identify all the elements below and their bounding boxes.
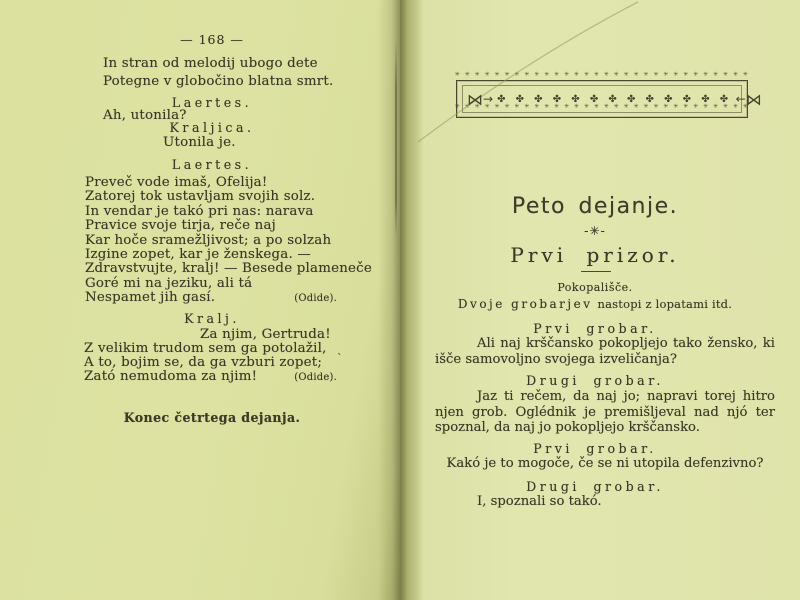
act-end-note: Konec četrtega dejanja.	[123, 410, 301, 425]
speaker-laertes: Laertes.	[171, 157, 253, 172]
speaker-kralj: Kralj.	[184, 311, 240, 326]
speaker-drugi-grobar: Drugi grobar.	[526, 479, 664, 494]
dialogue-line: Ah, utonila?	[103, 108, 187, 123]
stage-direction-line	[425, 297, 765, 311]
bowtie-motif-left: ⋈	[467, 89, 483, 109]
dialogue-paragraph: I, spoznali so takó.	[477, 494, 602, 509]
page-curl-line	[400, 0, 660, 150]
verse-line: Za njim, Gertruda!	[200, 327, 331, 342]
scene-title-rule	[581, 271, 611, 272]
bowtie-motif-right: ⋈	[745, 89, 762, 109]
arrow-left-icon: ←	[735, 92, 746, 106]
speaker-laertes: Laertes.	[171, 95, 253, 110]
speaker-kraljica: Kraljica.	[169, 120, 255, 135]
ornament-cross-row	[483, 92, 746, 106]
dialogue-line: Utonila je.	[163, 135, 236, 150]
verse-line: Preveč vode imaš, Ofelija!	[85, 175, 268, 190]
stage-direction-rest: nastopi z lopatami itd.	[597, 297, 733, 311]
dialogue-paragraph: Jaz ti rečem, da naj jo; napravi torej hitro njen grob. Oglédnik je premišljeval nad njó ter spoznal, da naj jo pokopljejo krščansko.	[435, 389, 775, 436]
act-title: Peto dejanje.	[511, 194, 679, 219]
verse-line: Zató nemudoma za njim!	[84, 369, 258, 384]
ornament-frill-top: ✳ ✳ ✳ ✳ ✳ ✳ ✳ ✳ ✳ ✳ ✳ ✳ ✳ ✳ ✳ ✳ ✳ ✳ ✳ ✳ ✳ ✳ ✳ ✳ ✳ ✳ ✳ ✳ ✳ ✳	[454, 71, 750, 78]
verse-line: Nespamet jih gasí.	[85, 290, 216, 305]
verse-line: Izgine zopet, kar je ženskega. —	[85, 247, 311, 262]
verse-line: Potegne v globočino blatna smrt.	[103, 74, 334, 89]
verse-line: Z velikim trudom sem ga potolažil,	[84, 341, 327, 356]
verse-line: Goré mi na jeziku, ali tá	[85, 276, 253, 291]
stage-direction-exit: (Odide).	[294, 293, 337, 304]
speaker-drugi-grobar: Drugi grobar.	[526, 373, 664, 388]
verse-line: Zdravstvujte, kralj! — Besede plameneče	[85, 261, 373, 276]
dialogue-paragraph: Kakó je to mogoče, če se ni utopila defenzivno?	[446, 456, 764, 471]
dialogue-paragraph: Ali naj krščansko pokopljejo tako žensko, ki išče samovoljno svojega izveličanja?	[435, 336, 775, 367]
asterisk-divider: -✳-	[584, 224, 606, 238]
scene-title: Prvi prizor.	[510, 243, 680, 267]
stage-direction-exit: (Odide).	[294, 372, 337, 383]
verse-line: In stran od melodij ubogo dete	[103, 56, 318, 71]
cross-glyph-row: ✤ ✤ ✤ ✤ ✤ ✤ ✤ ✤ ✤ ✤ ✤ ✤ ✤	[497, 93, 732, 105]
verse-line: Zatorej tok ustavljam svojih solz.	[85, 189, 316, 204]
binding-crease-line	[395, 40, 397, 236]
speaker-prvi-grobar: Prvi grobar.	[533, 321, 657, 336]
verse-line: A to, bojim se, da ga vzburi zopet;	[84, 355, 323, 370]
setting-line: Pokopališče.	[557, 281, 633, 294]
page-number: — 168 —	[180, 32, 244, 47]
arrow-right-icon: →	[483, 92, 494, 106]
ornament-frill-bottom: ✳ ✳ ✳ ✳ ✳ ✳ ✳ ✳ ✳ ✳ ✳ ✳ ✳ ✳ ✳ ✳ ✳ ✳ ✳ ✳ ✳ ✳ ✳ ✳ ✳ ✳ ✳ ✳ ✳ ✳	[454, 103, 750, 110]
verse-line: Pravice svoje tirja, reče naj	[85, 218, 277, 233]
speaker-prvi-grobar: Prvi grobar.	[533, 441, 657, 456]
verse-line: Kar hoče sramežljivost; a po solzah	[85, 233, 332, 248]
stage-direction-spaced: Dvoje grobarjev	[457, 297, 593, 311]
scan-artifact-mark: `	[337, 352, 343, 365]
verse-line: In vendar je takó pri nas: narava	[85, 204, 314, 219]
